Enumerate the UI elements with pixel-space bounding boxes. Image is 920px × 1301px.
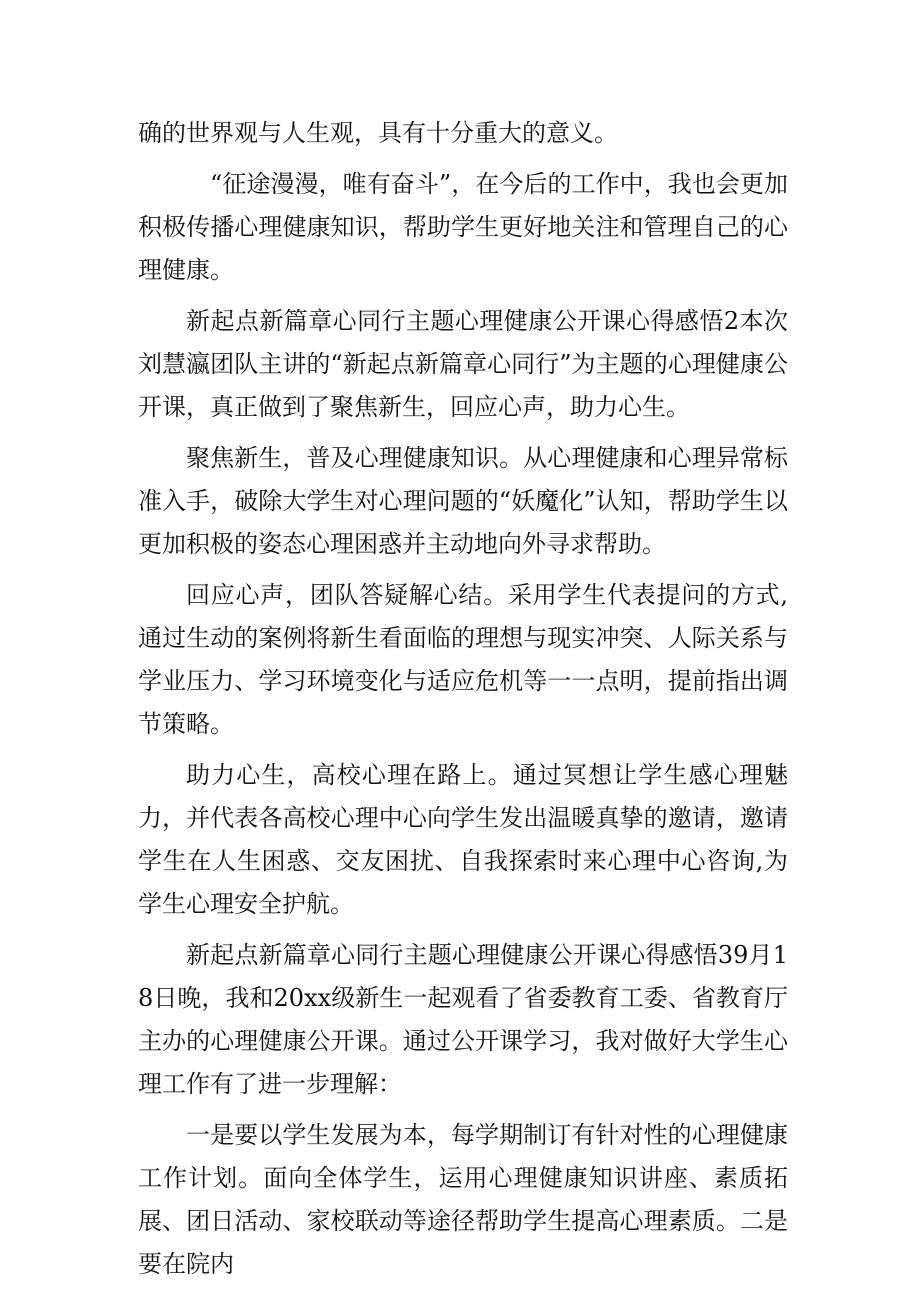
paragraph-respond-voices: 回应心声，团队答疑解心结。采用学生代表提问的方式,通过生动的案例将新生看面临的理想与现实冲突、人际关系与学业压力、学习环境变化与适应危机等一一点明，提前指出调节策略。 (138, 581, 788, 738)
paragraph-support-mind: 助力心生，高校心理在路上。通过冥想让学生感心理魅力，并代表各高校心理中心向学生发出温暖真挚的邀请，邀请学生在人生困惑、交友困扰、自我探索时来心理中心咨询,为学生心理安全护航。 (138, 761, 788, 918)
paragraph-essay-3-intro: 新起点新篇章心同行主题心理健康公开课心得感悟39月18日晚，我和20xx级新生一起观看了省委教育工委、省教育厅主办的心理健康公开课。通过公开课学习，我对做好大学生心理工作有了进一步理解： (138, 941, 788, 1098)
paragraph-focus-new-students: 聚焦新生，普及心理健康知识。从心理健康和心理异常标准入手，破除大学生对心理问题的“妖魔化”认知，帮助学生以更加积极的姿态心理困惑并主动地向外寻求帮助。 (138, 444, 788, 558)
paragraph-essay-2-intro: 新起点新篇章心同行主题心理健康公开课心得感悟2本次刘慧瀛团队主讲的“新起点新篇章心同行”为主题的心理健康公开课，真正做到了聚焦新生，回应心声，助力心生。 (138, 307, 788, 421)
paragraph-point-one: 一是要以学生发展为本，每学期制订有针对性的心理健康工作计划。面向全体学生，运用心理健康知识讲座、素质拓展、团日活动、家校联动等途径帮助学生提高心理素质。二是要在院内 (138, 1121, 788, 1278)
paragraph-continuation: 确的世界观与人生观，具有十分重大的意义。 (138, 119, 618, 147)
document-body (138, 112, 788, 1294)
paragraph-quote: “征途漫漫，唯有奋斗”，在今后的工作中，我也会更加积极传播心理健康知识，帮助学生更好地关注和管理自己的心理健康。 (138, 170, 788, 284)
